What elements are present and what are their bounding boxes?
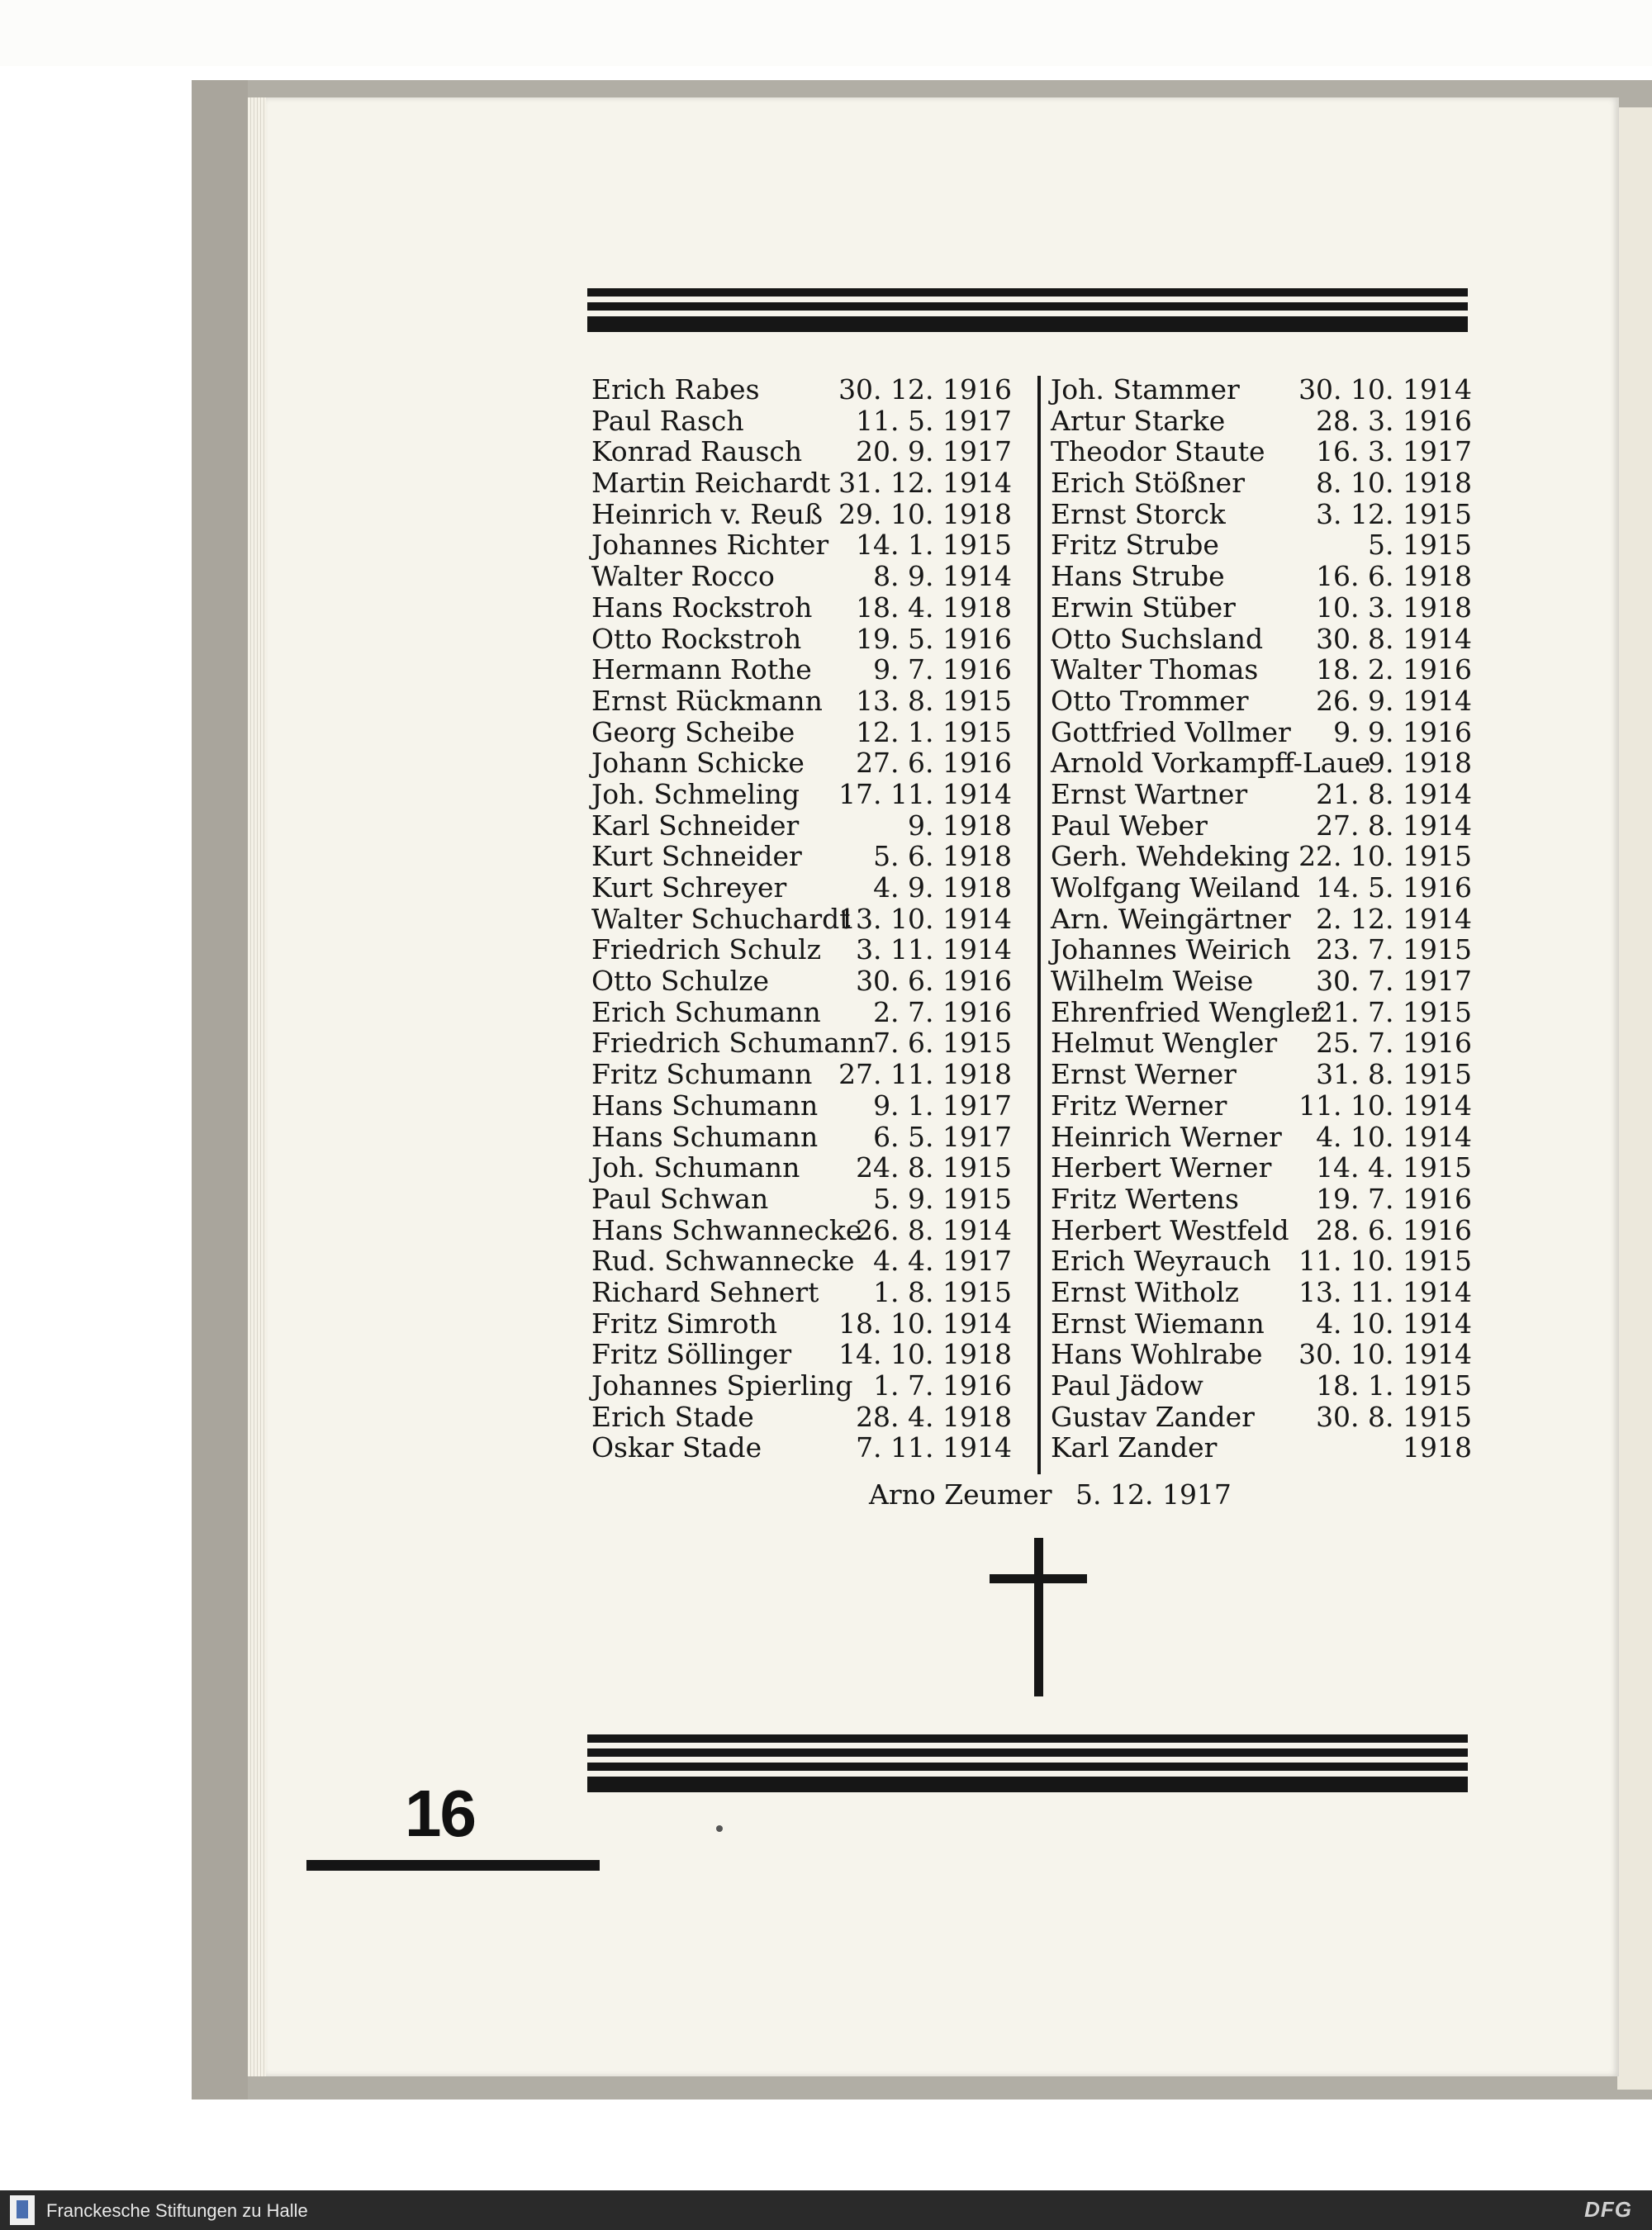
entry-date: 13. 10. 1914 xyxy=(838,902,1012,935)
name-entry-row xyxy=(1051,467,1472,499)
entry-date: 13. 8. 1915 xyxy=(856,684,1012,717)
name-entry-row xyxy=(591,1090,1012,1122)
entry-name: Paul Rasch xyxy=(591,404,744,437)
entry-date: 26. 8. 1914 xyxy=(856,1213,1012,1246)
entry-name: Ernst Witholz xyxy=(1051,1275,1240,1308)
entry-date: 11. 5. 1917 xyxy=(856,404,1012,437)
entry-date: 27. 8. 1914 xyxy=(1316,809,1472,842)
entry-date: 1. 8. 1915 xyxy=(873,1275,1012,1308)
entry-date: 21. 8. 1914 xyxy=(1316,777,1472,810)
entry-name: Theodor Staute xyxy=(1051,435,1265,468)
entry-name: Otto Rockstroh xyxy=(591,622,802,655)
name-entry-row xyxy=(591,1370,1012,1402)
name-entry-row xyxy=(591,747,1012,779)
entry-date: 18. 4. 1918 xyxy=(856,591,1012,624)
entry-date: 5. 9. 1915 xyxy=(873,1182,1012,1215)
name-entry-row xyxy=(1051,1339,1472,1370)
entry-date: 3. 11. 1914 xyxy=(856,933,1012,966)
name-entry-row xyxy=(591,997,1012,1028)
name-entry-row xyxy=(591,1059,1012,1090)
entry-date: 14. 4. 1915 xyxy=(1316,1151,1472,1184)
entry-date: 19. 5. 1916 xyxy=(856,622,1012,655)
entry-name: Gottfried Vollmer xyxy=(1051,715,1291,748)
page-number-underline xyxy=(306,1860,600,1871)
name-entry-row xyxy=(1051,499,1472,530)
entry-date: 20. 9. 1917 xyxy=(856,435,1012,468)
name-entry-row xyxy=(591,934,1012,966)
entry-name: Ernst Wiemann xyxy=(1051,1307,1265,1340)
name-entry-row xyxy=(591,1432,1012,1464)
entry-name: Otto Schulze xyxy=(591,965,769,998)
entry-name: Rud. Schwannecke xyxy=(591,1245,855,1278)
entry-name: Hans Wohlrabe xyxy=(1051,1338,1263,1371)
entry-name: Wolfgang Weiland xyxy=(1051,871,1300,904)
name-entry-row xyxy=(591,436,1012,467)
entry-name: Hans Schumann xyxy=(591,1089,819,1122)
entry-date: 28. 4. 1918 xyxy=(856,1400,1012,1433)
name-entry-row xyxy=(1051,1184,1472,1215)
entry-date: 8. 10. 1918 xyxy=(1316,467,1472,500)
final-entry-name: Arno Zeumer xyxy=(869,1478,1052,1511)
names-column-right xyxy=(1051,374,1472,1464)
entry-date: 10. 3. 1918 xyxy=(1316,591,1472,624)
entry-date: 23. 7. 1915 xyxy=(1316,933,1472,966)
name-entry-row xyxy=(1051,934,1472,966)
viewer-top-margin xyxy=(0,0,1652,66)
entry-date: 7. 6. 1915 xyxy=(873,1027,1012,1060)
name-entry-row xyxy=(591,1027,1012,1059)
entry-date: 27. 11. 1918 xyxy=(838,1058,1012,1091)
entry-date: 11. 10. 1914 xyxy=(1298,1089,1472,1122)
entry-date: 16. 3. 1917 xyxy=(1316,435,1472,468)
entry-date: 18. 10. 1914 xyxy=(838,1307,1012,1340)
entry-name: Joh. Schmeling xyxy=(591,777,800,810)
entry-date: 6. 5. 1917 xyxy=(873,1120,1012,1153)
entry-date: 11. 10. 1915 xyxy=(1298,1245,1472,1278)
entry-name: Erich Stade xyxy=(591,1400,754,1433)
entry-name: Karl Zander xyxy=(1051,1431,1218,1464)
name-entry-row xyxy=(591,624,1012,655)
entry-name: Paul Schwan xyxy=(591,1182,769,1215)
name-entry-row xyxy=(591,529,1012,561)
entry-date: 9. 1. 1917 xyxy=(873,1089,1012,1122)
entry-date: 30. 8. 1915 xyxy=(1316,1400,1472,1433)
entry-name: Erich Rabes xyxy=(591,373,760,406)
entry-date: 29. 10. 1918 xyxy=(838,497,1012,530)
entry-date: 27. 6. 1916 xyxy=(856,747,1012,780)
entry-name: Martin Reichardt xyxy=(591,467,831,500)
entry-name: Friedrich Schulz xyxy=(591,933,821,966)
entry-name: Heinrich v. Reuß xyxy=(591,497,824,530)
entry-name: Fritz Söllinger xyxy=(591,1338,792,1371)
entry-date: 8. 9. 1914 xyxy=(873,560,1012,593)
name-entry-row xyxy=(1051,654,1472,686)
entry-name: Erich Schumann xyxy=(591,995,821,1028)
entry-date: 14. 1. 1915 xyxy=(856,529,1012,562)
entry-date: 4. 4. 1917 xyxy=(873,1245,1012,1278)
entry-name: Paul Jädow xyxy=(1051,1369,1203,1402)
entry-date: 25. 7. 1916 xyxy=(1316,1027,1472,1060)
entry-name: Gustav Zander xyxy=(1051,1400,1255,1433)
name-entry-row xyxy=(591,1308,1012,1340)
entry-date: 1. 7. 1916 xyxy=(873,1369,1012,1402)
entry-date: 28. 6. 1916 xyxy=(1316,1213,1472,1246)
entry-date: 30. 10. 1914 xyxy=(1298,1338,1472,1371)
entry-date: 12. 1. 1915 xyxy=(856,715,1012,748)
entry-name: Artur Starke xyxy=(1051,404,1226,437)
name-entry-row xyxy=(1051,1432,1472,1464)
names-column-left xyxy=(591,374,1012,1464)
name-entry-row xyxy=(591,717,1012,748)
name-entry-row xyxy=(591,499,1012,530)
name-entry-row xyxy=(1051,529,1472,561)
entry-date: 18. 1. 1915 xyxy=(1316,1369,1472,1402)
name-entry-row xyxy=(1051,997,1472,1028)
entry-date: 4. 10. 1914 xyxy=(1316,1307,1472,1340)
name-entry-row xyxy=(1051,717,1472,748)
name-entry-row xyxy=(1051,1122,1472,1153)
entry-date: 22. 10. 1915 xyxy=(1298,840,1472,873)
entry-date: 21. 7. 1915 xyxy=(1316,995,1472,1028)
entry-name: Hans Schumann xyxy=(591,1120,819,1153)
name-entry-row xyxy=(591,841,1012,872)
entry-name: Fritz Strube xyxy=(1051,529,1219,562)
name-entry-row xyxy=(1051,1090,1472,1122)
name-entry-row xyxy=(591,1215,1012,1246)
entry-date: 9. 1918 xyxy=(908,809,1012,842)
entry-name: Joh. Stammer xyxy=(1051,373,1240,406)
entry-name: Erich Weyrauch xyxy=(1051,1245,1271,1278)
column-divider xyxy=(1037,376,1041,1474)
institution-logo-icon[interactable] xyxy=(10,2195,35,2225)
entry-date: 17. 11. 1914 xyxy=(838,777,1012,810)
entry-name: Hermann Rothe xyxy=(591,653,812,686)
name-entry-row xyxy=(591,467,1012,499)
entry-date: 30. 7. 1917 xyxy=(1316,965,1472,998)
entry-date: 5. 6. 1918 xyxy=(873,840,1012,873)
entry-name: Arn. Weingärtner xyxy=(1051,902,1291,935)
name-entry-row xyxy=(591,686,1012,717)
entry-name: Fritz Schumann xyxy=(591,1058,813,1091)
name-entry-row xyxy=(1051,406,1472,437)
entry-name: Richard Sehnert xyxy=(591,1275,819,1308)
entry-date: 7. 11. 1914 xyxy=(856,1431,1012,1464)
entry-name: Johannes Weirich xyxy=(1051,933,1291,966)
name-entry-row xyxy=(1051,436,1472,467)
entry-date: 2. 7. 1916 xyxy=(873,995,1012,1028)
entry-name: Johannes Richter xyxy=(591,529,829,562)
entry-date: 31. 8. 1915 xyxy=(1316,1058,1472,1091)
name-entry-row xyxy=(591,1339,1012,1370)
entry-name: Johann Schicke xyxy=(591,747,805,780)
entry-name: Georg Scheibe xyxy=(591,715,795,748)
entry-name: Helmut Wengler xyxy=(1051,1027,1278,1060)
entry-name: Konrad Rausch xyxy=(591,435,803,468)
page-number: 16 xyxy=(405,1777,475,1850)
name-entry-row xyxy=(1051,810,1472,842)
entry-name: Friedrich Schumann xyxy=(591,1027,876,1060)
facing-page-edge xyxy=(1617,107,1652,2090)
entry-name: Heinrich Werner xyxy=(1051,1120,1282,1153)
entry-name: Otto Trommer xyxy=(1051,684,1249,717)
name-entry-row xyxy=(591,592,1012,624)
entry-name: Arnold Vorkampff-Laue xyxy=(1051,747,1371,780)
name-entry-row xyxy=(1051,561,1472,592)
name-entry-row xyxy=(1051,1277,1472,1308)
paper-speck xyxy=(716,1825,723,1832)
entry-name: Fritz Simroth xyxy=(591,1307,777,1340)
entry-name: Herbert Werner xyxy=(1051,1151,1272,1184)
entry-name: Ernst Rückmann xyxy=(591,684,823,717)
name-entry-row xyxy=(591,374,1012,406)
entry-name: Otto Suchsland xyxy=(1051,622,1264,655)
entry-date: 30. 6. 1916 xyxy=(856,965,1012,998)
entry-name: Walter Thomas xyxy=(1051,653,1259,686)
entry-name: Johannes Spierling xyxy=(591,1369,853,1402)
entry-date: 30. 12. 1916 xyxy=(838,373,1012,406)
name-entry-row xyxy=(591,872,1012,904)
entry-date: 30. 10. 1914 xyxy=(1298,373,1472,406)
entry-name: Ernst Wartner xyxy=(1051,777,1248,810)
name-entry-row xyxy=(591,810,1012,842)
entry-date: 28. 3. 1916 xyxy=(1316,404,1472,437)
entry-date: 2. 12. 1914 xyxy=(1316,902,1472,935)
name-entry-row xyxy=(1051,747,1472,779)
name-entry-row xyxy=(1051,624,1472,655)
name-entry-row xyxy=(1051,686,1472,717)
entry-name: Hans Rockstroh xyxy=(591,591,813,624)
name-entry-row xyxy=(1051,966,1472,997)
entry-date: 18. 2. 1916 xyxy=(1316,653,1472,686)
name-entry-row xyxy=(1051,1402,1472,1433)
name-entry-row xyxy=(591,1245,1012,1277)
entry-name: Hans Strube xyxy=(1051,560,1225,593)
name-entry-row xyxy=(1051,1308,1472,1340)
entry-date: 9. 9. 1916 xyxy=(1333,715,1472,748)
name-entry-row xyxy=(1051,779,1472,810)
entry-date: 24. 8. 1915 xyxy=(856,1151,1012,1184)
entry-name: Erich Stößner xyxy=(1051,467,1245,500)
entry-date: 26. 9. 1914 xyxy=(1316,684,1472,717)
entry-name: Kurt Schneider xyxy=(591,840,802,873)
entry-date: 3. 12. 1915 xyxy=(1316,497,1472,530)
book-spine-edge xyxy=(192,80,248,2100)
name-entry-row xyxy=(1051,1152,1472,1184)
name-entry-row xyxy=(1051,374,1472,406)
bottom-border-rules xyxy=(587,1734,1468,1798)
entry-name: Paul Weber xyxy=(1051,809,1208,842)
entry-name: Ernst Werner xyxy=(1051,1058,1237,1091)
entry-date: 5. 1915 xyxy=(1368,529,1472,562)
entry-name: Fritz Werner xyxy=(1051,1089,1227,1122)
entry-name: Joh. Schumann xyxy=(591,1151,800,1184)
entry-date: 30. 8. 1914 xyxy=(1316,622,1472,655)
name-entry-row xyxy=(591,1402,1012,1433)
top-border-rules xyxy=(587,288,1468,338)
entry-name: Kurt Schreyer xyxy=(591,871,787,904)
name-entry-row xyxy=(591,1277,1012,1308)
name-entry-row xyxy=(591,1152,1012,1184)
institution-name[interactable]: Franckesche Stiftungen zu Halle xyxy=(46,2200,308,2221)
name-entry-row xyxy=(591,406,1012,437)
name-entry-row xyxy=(1051,1215,1472,1246)
entry-date: 4. 10. 1914 xyxy=(1316,1120,1472,1153)
entry-name: Oskar Stade xyxy=(591,1431,762,1464)
entry-date: 13. 11. 1914 xyxy=(1298,1275,1472,1308)
name-entry-row xyxy=(1051,1245,1472,1277)
entry-date: 4. 9. 1918 xyxy=(873,871,1012,904)
viewer-footer-bar xyxy=(0,2190,1652,2230)
entry-name: Ehrenfried Wengler xyxy=(1051,995,1324,1028)
name-entry-row xyxy=(1051,1027,1472,1059)
entry-name: Erwin Stüber xyxy=(1051,591,1236,624)
entry-date: 9. 7. 1916 xyxy=(873,653,1012,686)
entry-date: 9. 1918 xyxy=(1368,747,1472,780)
name-entry-row xyxy=(1051,592,1472,624)
name-entry-row xyxy=(1051,904,1472,935)
entry-name: Walter Schuchardt xyxy=(591,902,851,935)
name-entry-row xyxy=(591,1184,1012,1215)
entry-name: Hans Schwannecke xyxy=(591,1213,862,1246)
entry-date: 14. 10. 1918 xyxy=(838,1338,1012,1371)
entry-name: Fritz Wertens xyxy=(1051,1182,1239,1215)
entry-name: Ernst Storck xyxy=(1051,497,1226,530)
name-entry-row xyxy=(1051,872,1472,904)
entry-date: 31. 12. 1914 xyxy=(838,467,1012,500)
name-entry-row xyxy=(1051,841,1472,872)
entry-date: 16. 6. 1918 xyxy=(1316,560,1472,593)
entry-name: Gerh. Wehdeking xyxy=(1051,840,1290,873)
entry-date: 1918 xyxy=(1403,1431,1472,1464)
final-entry-date: 5. 12. 1917 xyxy=(1075,1478,1232,1511)
entry-name: Wilhelm Weise xyxy=(1051,965,1254,998)
entry-name: Walter Rocco xyxy=(591,560,775,593)
name-entry-row xyxy=(591,654,1012,686)
name-entry-row xyxy=(1051,1370,1472,1402)
name-entry-row xyxy=(591,779,1012,810)
entry-name: Karl Schneider xyxy=(591,809,800,842)
dfg-logo[interactable]: DFG xyxy=(1584,2197,1632,2222)
name-entry-row xyxy=(1051,1059,1472,1090)
name-entry-row xyxy=(591,1122,1012,1153)
entry-name: Herbert Westfeld xyxy=(1051,1213,1289,1246)
entry-date: 14. 5. 1916 xyxy=(1316,871,1472,904)
name-entry-row xyxy=(591,966,1012,997)
name-entry-row xyxy=(591,904,1012,935)
entry-date: 19. 7. 1916 xyxy=(1316,1182,1472,1215)
name-entry-row xyxy=(591,561,1012,592)
